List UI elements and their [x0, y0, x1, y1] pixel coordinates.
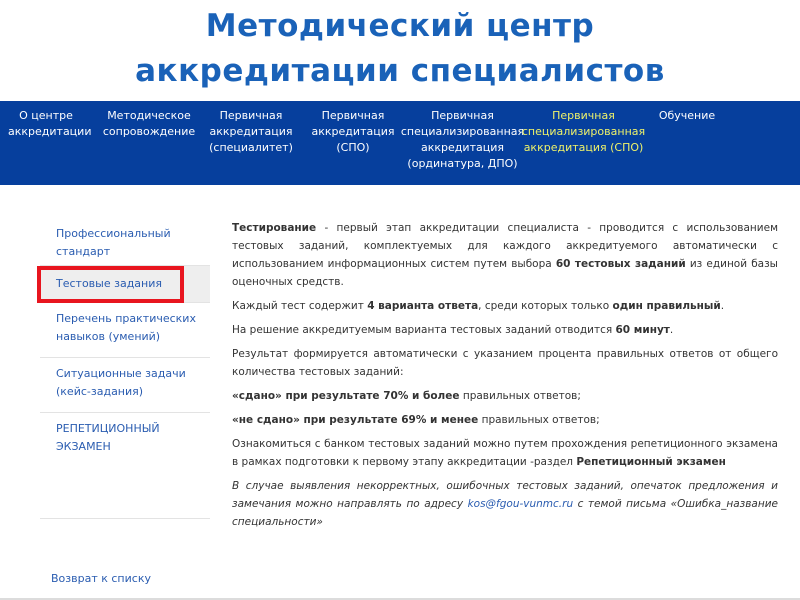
sidebar-item-label: Перечень практических — [56, 312, 196, 325]
text: Каждый тест содержит — [232, 300, 368, 312]
sidebar-item-label: ЭКЗАМЕН — [56, 440, 111, 453]
text: . — [720, 300, 725, 312]
nav-item-training[interactable]: Обучение — [658, 109, 716, 122]
sidebar-divider — [40, 518, 210, 519]
bold-text: один правильный — [612, 300, 721, 312]
paragraph-testing-intro — [232, 219, 778, 291]
slide-title-line-2: аккредитации специалистов — [135, 53, 665, 89]
bold-text: «не сдано» при результате 69% и менее — [232, 414, 479, 426]
bold-text: 60 минут — [615, 324, 670, 336]
text: , среди которых только — [478, 300, 613, 312]
sidebar-item-case-tasks[interactable] — [40, 358, 210, 413]
sidebar-menu — [40, 211, 210, 467]
paragraph-answer-variants — [232, 297, 778, 315]
nav-item-specialized-accreditation-residency[interactable]: Первичная специализированная аккредитация (ординатура, ДПО) — [400, 109, 525, 170]
bold-text: Репетиционный экзамен — [576, 456, 726, 468]
nav-item-primary-accreditation-specialty[interactable]: Первичная аккредитация (специалитет) — [209, 109, 293, 154]
top-navigation-bar — [0, 101, 800, 185]
main-content — [232, 219, 778, 531]
sidebar-item-label: навыков (умений) — [56, 330, 161, 343]
text: . — [669, 324, 674, 336]
sidebar-item-label: Профессиональный — [56, 227, 171, 240]
text: правильных ответов; — [459, 390, 581, 402]
paragraph-errors-report — [232, 477, 778, 531]
sidebar-item-professional-standard[interactable] — [40, 211, 210, 266]
highlight-frame — [37, 266, 184, 303]
sidebar-item-rehearsal-exam[interactable] — [40, 413, 210, 467]
nav-item-methodical-support[interactable]: Методическое сопровождение — [102, 109, 196, 138]
paragraph-rehearsal-exam — [232, 435, 778, 471]
bold-text: 4 варианта ответа — [367, 300, 479, 312]
nav-item-about-center[interactable]: О центре аккредитации — [8, 109, 92, 138]
text: Ознакомиться с банком тестовых заданий можно путем прохождения репетиционного экзамена в рамках подготовки к первому этапу аккредитации -раздел — [232, 438, 778, 468]
email-link[interactable]: kos@fgou-vunmc.ru — [467, 498, 574, 510]
slide-title — [0, 4, 800, 94]
back-to-list-link[interactable]: Возврат к списку — [51, 572, 151, 585]
bold-text: 60 тестовых заданий — [555, 258, 686, 270]
sidebar-item-label: РЕПЕТИЦИОННЫЙ — [56, 422, 160, 435]
bold-text: Тестирование — [232, 222, 317, 234]
paragraph-failed — [232, 411, 778, 429]
text: правильных ответов; — [478, 414, 600, 426]
sidebar-item-label: Тестовые задания — [56, 277, 162, 290]
text: В случае выявления некорректных, ошибочных тестовых заданий, опечаток предложения и замечания можно направлять по адресу — [232, 480, 778, 510]
sidebar-item-label: стандарт — [56, 245, 111, 258]
text: с темой письма «Ошибка_название специальности» — [232, 498, 778, 528]
text: - первый этап аккредитации специалиста - проводится с использованием тестовых заданий, комплектуемых для каждого аккредитуемого автоматически с использованием информационных систем путем выбора — [232, 222, 778, 270]
paragraph-time-limit — [232, 321, 778, 339]
text: На решение аккредитуемым варианта тестовых заданий отводится — [232, 324, 616, 336]
slide-title-line-1: Методический центр — [205, 8, 595, 44]
nav-item-specialized-accreditation-spo[interactable]: Первичная специализированная аккредитация (СПО) — [521, 109, 646, 154]
bold-text: «сдано» при результате 70% и более — [232, 390, 460, 402]
sidebar-item-label: (кейс-задания) — [56, 385, 144, 398]
nav-item-primary-accreditation-spo[interactable]: Первичная аккредитация (СПО) — [311, 109, 395, 154]
text: из единой базы оценочных средств. — [232, 258, 778, 288]
sidebar-item-practical-skills[interactable] — [40, 303, 210, 358]
paragraph-passed — [232, 387, 778, 405]
paragraph-result: Результат формируется автоматически с указанием процента правильных ответов от общего количества тестовых заданий: — [232, 348, 778, 378]
sidebar-item-label: Ситуационные задачи — [56, 367, 186, 380]
